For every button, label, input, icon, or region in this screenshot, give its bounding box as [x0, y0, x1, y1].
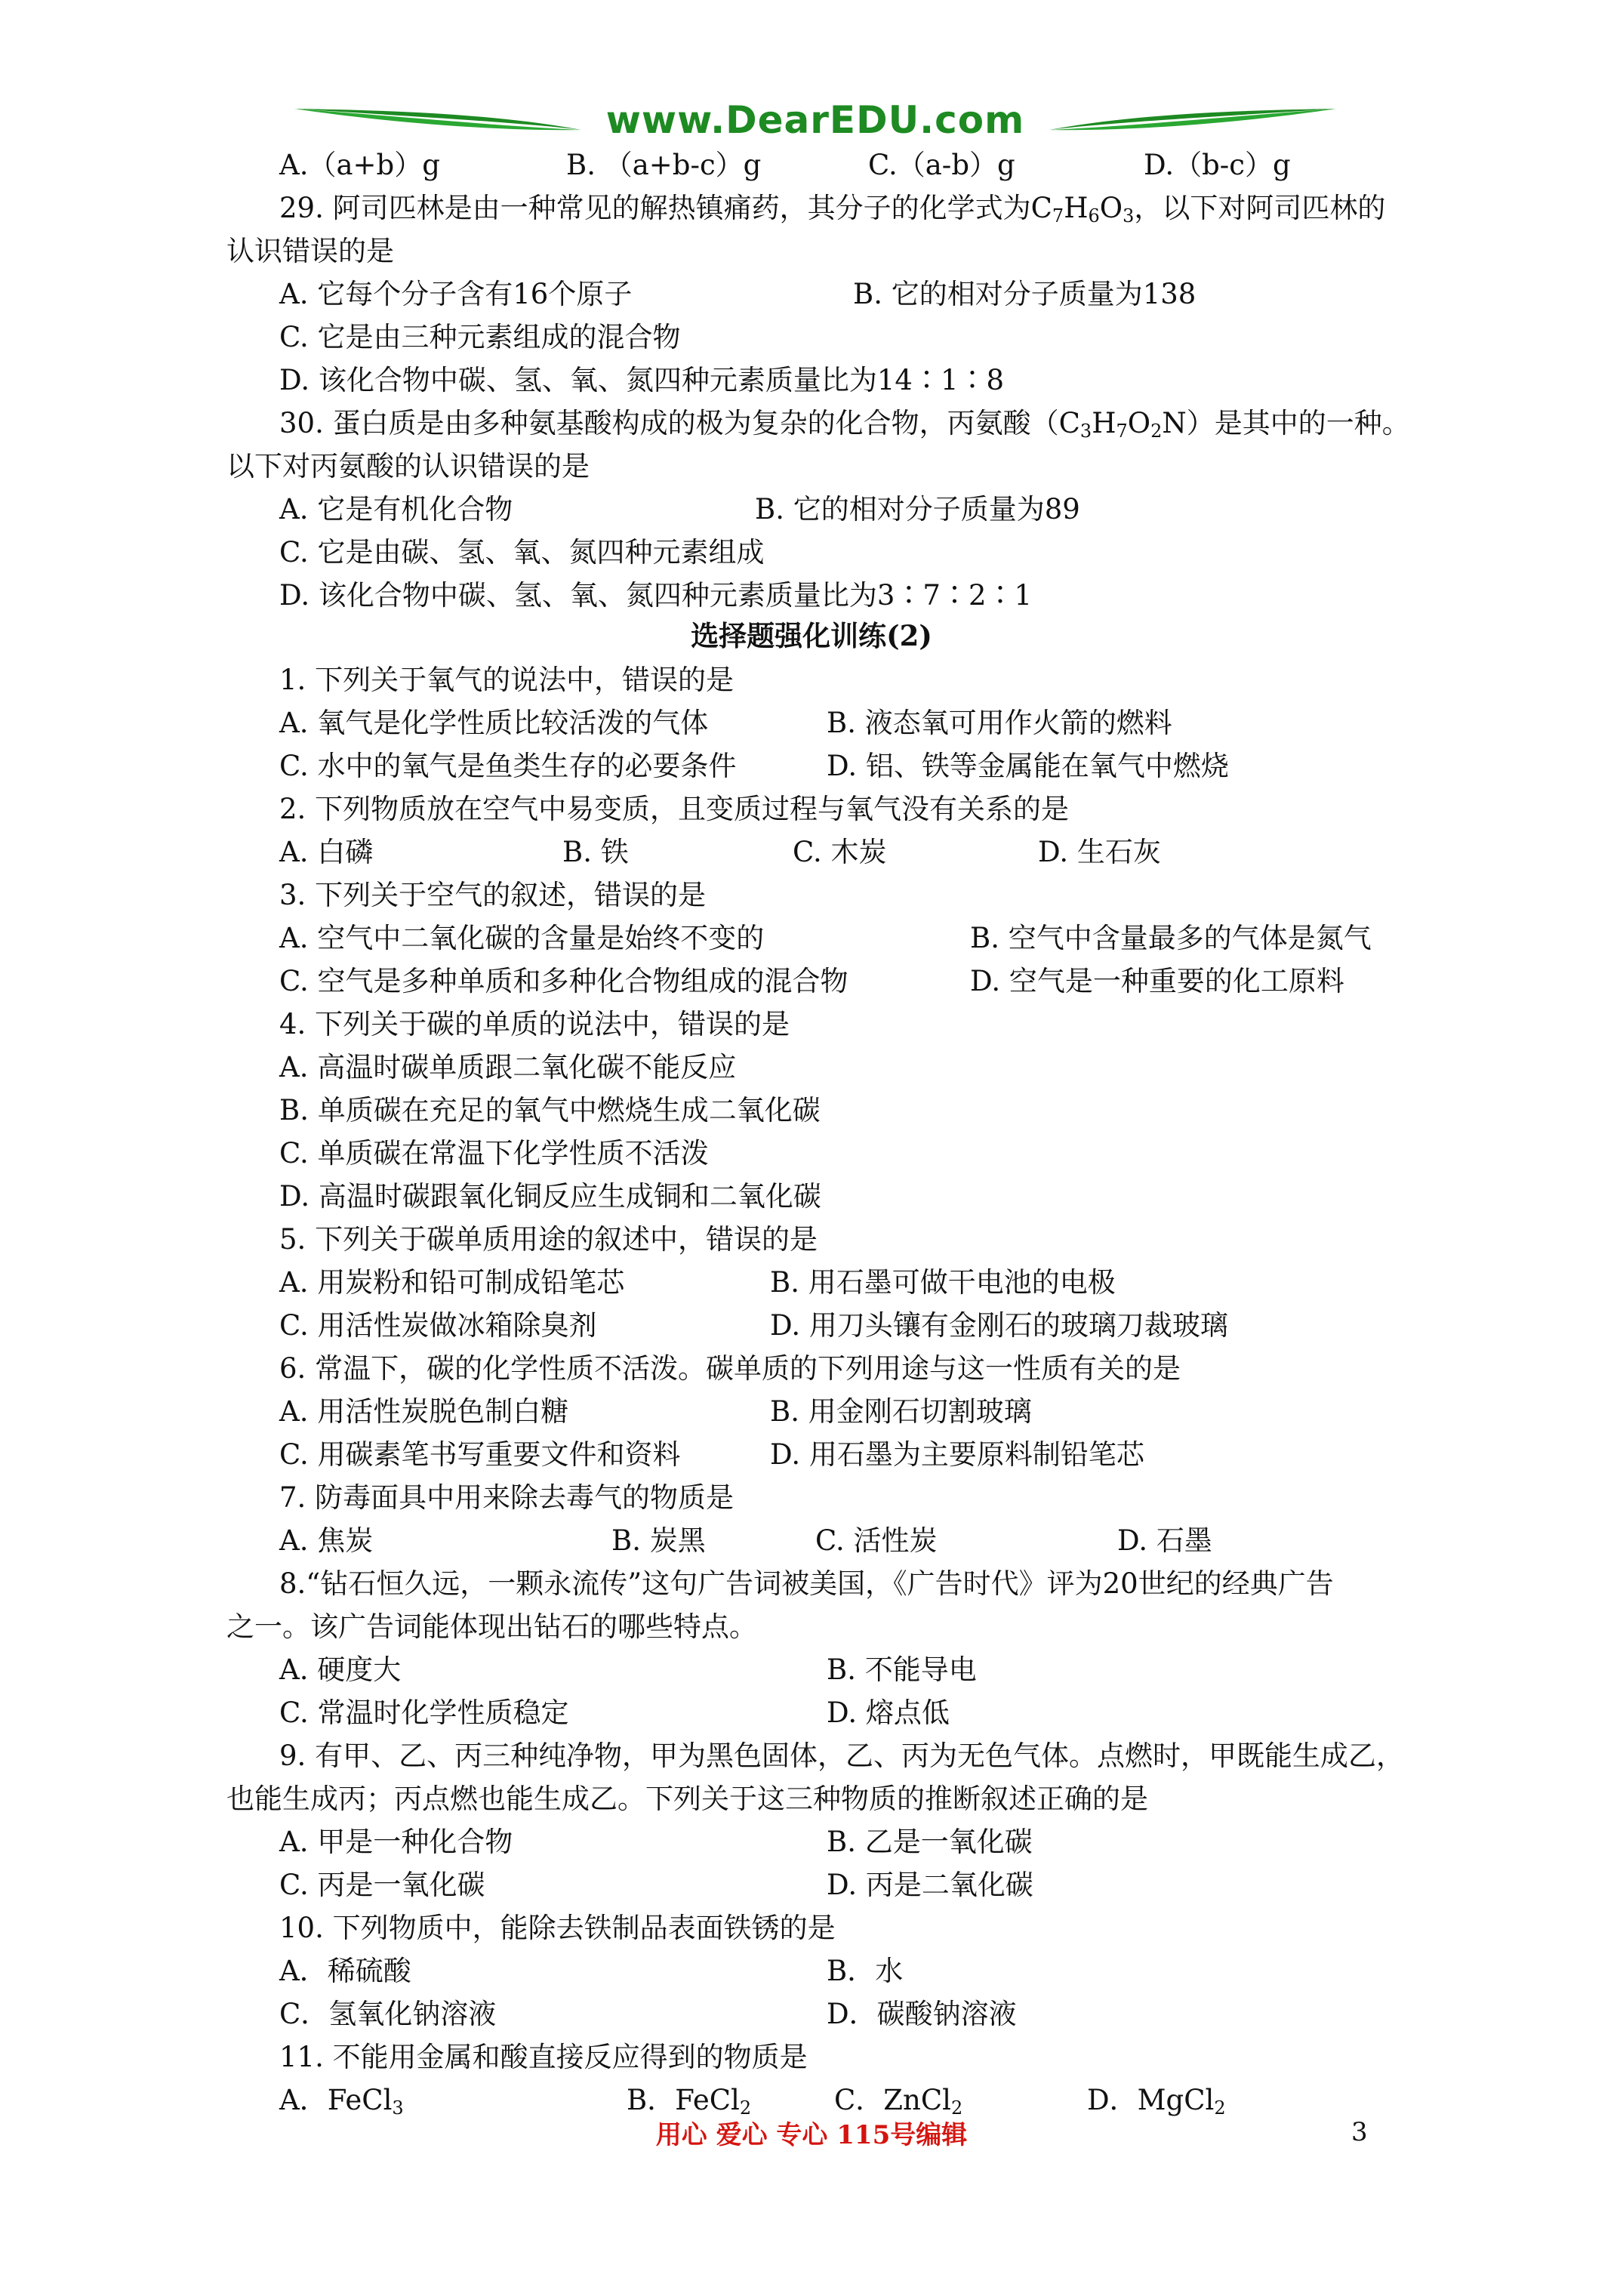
- q10-stem: 10. 下列物质中，能除去铁制品表面铁锈的是: [279, 1912, 836, 1944]
- q3-option-d: D. 空气是一种重要的化工原料: [970, 965, 1344, 997]
- q30-option-a: A. 它是有机化合物: [279, 493, 513, 525]
- q9-stem-line1: 9. 有甲、乙、丙三种纯净物，甲为黑色固体，乙、丙为无色气体。点燃时，甲既能生成乙，: [279, 1740, 1405, 1772]
- q2-stem: 2. 下列物质放在空气中易变质，且变质过程与氧气没有关系的是: [279, 793, 1070, 825]
- q29-option-b: B. 它的相对分子质量为138: [853, 278, 1196, 310]
- q9-option-d: D. 丙是二氧化碳: [827, 1869, 1033, 1901]
- q6-option-c: C. 用碳素笔书写重要文件和资料: [279, 1438, 681, 1471]
- section-title: 选择题强化训练(2): [691, 619, 932, 652]
- q5-stem: 5. 下列关于碳单质用途的叙述中，错误的是: [279, 1223, 818, 1256]
- q8-option-d: D. 熔点低: [827, 1697, 950, 1729]
- logo-text: www.DearEDU.com: [605, 98, 1025, 142]
- q28-option-c: C.（a-b）g: [868, 149, 1015, 181]
- q3-stem: 3. 下列关于空气的叙述，错误的是: [279, 879, 707, 911]
- q7-stem: 7. 防毒面具中用来除去毒气的物质是: [279, 1481, 735, 1514]
- q10-option-b: B．水: [827, 1955, 904, 1987]
- q1-option-a: A. 氧气是化学性质比较活泼的气体: [279, 707, 709, 739]
- q4-option-a: A. 高温时碳单质跟二氧化碳不能反应: [279, 1051, 737, 1083]
- q11-stem: 11. 不能用金属和酸直接反应得到的物质是: [279, 2041, 808, 2073]
- q6-option-a: A. 用活性炭脱色制白糖: [279, 1395, 569, 1428]
- q6-stem: 6. 常温下，碳的化学性质不活泼。碳单质的下列用途与这一性质有关的是: [279, 1352, 1181, 1385]
- q30-stem-line2: 以下对丙氨酸的认识错误的是: [226, 450, 590, 482]
- q10-option-a: A．稀硫酸: [279, 1955, 411, 1987]
- q4-option-b: B. 单质碳在充足的氧气中燃烧生成二氧化碳: [279, 1094, 821, 1126]
- q7-option-c: C. 活性炭: [815, 1524, 938, 1557]
- q10-option-d: D．碳酸钠溶液: [827, 1998, 1017, 2030]
- q28-option-a: A.（a+b）g: [279, 149, 440, 181]
- q30-option-d: D. 该化合物中碳、氢、氧、氮四种元素质量比为3∶7∶2∶1: [279, 579, 1033, 612]
- q30-option-c: C. 它是由碳、氢、氧、氮四种元素组成: [279, 536, 765, 569]
- q7-option-d: D. 石墨: [1117, 1524, 1212, 1557]
- footer-slogan: 用心 爱心 专心 115号编辑: [655, 2120, 968, 2150]
- q5-option-a: A. 用炭粉和铅可制成铅笔芯: [279, 1266, 625, 1299]
- q28-option-b: B. （a+b-c）g: [566, 149, 762, 181]
- q1-stem: 1. 下列关于氧气的说法中，错误的是: [279, 664, 735, 696]
- q9-option-a: A. 甲是一种化合物: [279, 1826, 513, 1858]
- q8-option-a: A. 硬度大: [279, 1653, 402, 1686]
- q3-option-c: C. 空气是多种单质和多种化合物组成的混合物: [279, 965, 848, 997]
- q3-option-a: A. 空气中二氧化碳的含量是始终不变的: [279, 922, 765, 954]
- q11-option-b: B．FeCl$_2$: [627, 2084, 752, 2119]
- q10-option-c: C．氢氧化钠溶液: [279, 1998, 497, 2030]
- q29-stem-line2: 认识错误的是: [226, 235, 394, 267]
- q30-option-b: B. 它的相对分子质量为89: [755, 493, 1080, 525]
- q8-stem-line1: 8.“钻石恒久远，一颗永流传”这句广告词被美国，《广告时代》评为20世纪的经典广告: [279, 1567, 1334, 1600]
- q30-stem-line1: 30. 蛋白质是由多种氨基酸构成的极为复杂的化合物，丙氨酸$(C_3H_7O_2N)$是其中的一种。: [279, 407, 1410, 442]
- q7-option-b: B. 炭黑: [611, 1524, 706, 1557]
- q5-option-c: C. 用活性炭做冰箱除臭剂: [279, 1309, 597, 1342]
- q28-option-d: D.（b-c）g: [1144, 149, 1291, 181]
- q3-option-b: B. 空气中含量最多的气体是氮气: [970, 922, 1372, 954]
- q29-stem-line1: 29. 阿司匹林是由一种常见的解热镇痛药，其分子的化学式为$C_7H_6O_3$，以下对阿司匹林的: [279, 192, 1386, 227]
- q2-option-c: C. 木炭: [793, 836, 887, 868]
- q8-stem-line2: 之一。该广告词能体现出钻石的哪些特点。: [226, 1610, 757, 1643]
- q11-option-d: D．MgCl$_2$: [1087, 2084, 1226, 2119]
- q6-option-d: D. 用石墨为主要原料制铅笔芯: [770, 1438, 1144, 1471]
- q11-option-a: A．FeCl$_3$: [279, 2084, 404, 2119]
- q4-stem: 4. 下列关于碳的单质的说法中，错误的是: [279, 1008, 790, 1040]
- q7-option-a: A. 焦炭: [279, 1524, 374, 1557]
- q9-option-c: C. 丙是一氧化碳: [279, 1869, 485, 1901]
- q9-option-b: B. 乙是一氧化碳: [827, 1826, 1033, 1858]
- q8-option-c: C. 常温时化学性质稳定: [279, 1697, 569, 1729]
- q2-option-d: D. 生石灰: [1038, 836, 1161, 868]
- q29-option-d: D. 该化合物中碳、氢、氧、氮四种元素质量比为14∶1∶8: [279, 364, 1005, 396]
- q1-option-c: C. 水中的氧气是鱼类生存的必要条件: [279, 750, 737, 782]
- q5-option-b: B. 用石墨可做干电池的电极: [770, 1266, 1116, 1299]
- q11-option-c: C．ZnCl$_2$: [834, 2084, 963, 2119]
- q8-option-b: B. 不能导电: [827, 1653, 977, 1686]
- q2-option-b: B. 铁: [562, 836, 629, 868]
- q4-option-d: D. 高温时碳跟氧化铜反应生成铜和二氧化碳: [279, 1180, 821, 1213]
- q4-option-c: C. 单质碳在常温下化学性质不活泼: [279, 1137, 709, 1170]
- q9-stem-line2: 也能生成丙；丙点燃也能生成乙。下列关于这三种物质的推断叙述正确的是: [226, 1783, 1148, 1815]
- q2-option-a: A. 白磷: [279, 836, 374, 868]
- q1-option-b: B. 液态氧可用作火箭的燃料: [827, 707, 1172, 739]
- q29-option-c: C. 它是由三种元素组成的混合物: [279, 321, 681, 353]
- q29-option-a: A. 它每个分子含有16个原子: [279, 278, 633, 310]
- q5-option-d: D. 用刀头镶有金刚石的玻璃刀裁玻璃: [770, 1309, 1228, 1342]
- q1-option-d: D. 铝、铁等金属能在氧气中燃烧: [827, 750, 1229, 782]
- q6-option-b: B. 用金刚石切割玻璃: [770, 1395, 1032, 1428]
- page-number: 3: [1351, 2117, 1368, 2147]
